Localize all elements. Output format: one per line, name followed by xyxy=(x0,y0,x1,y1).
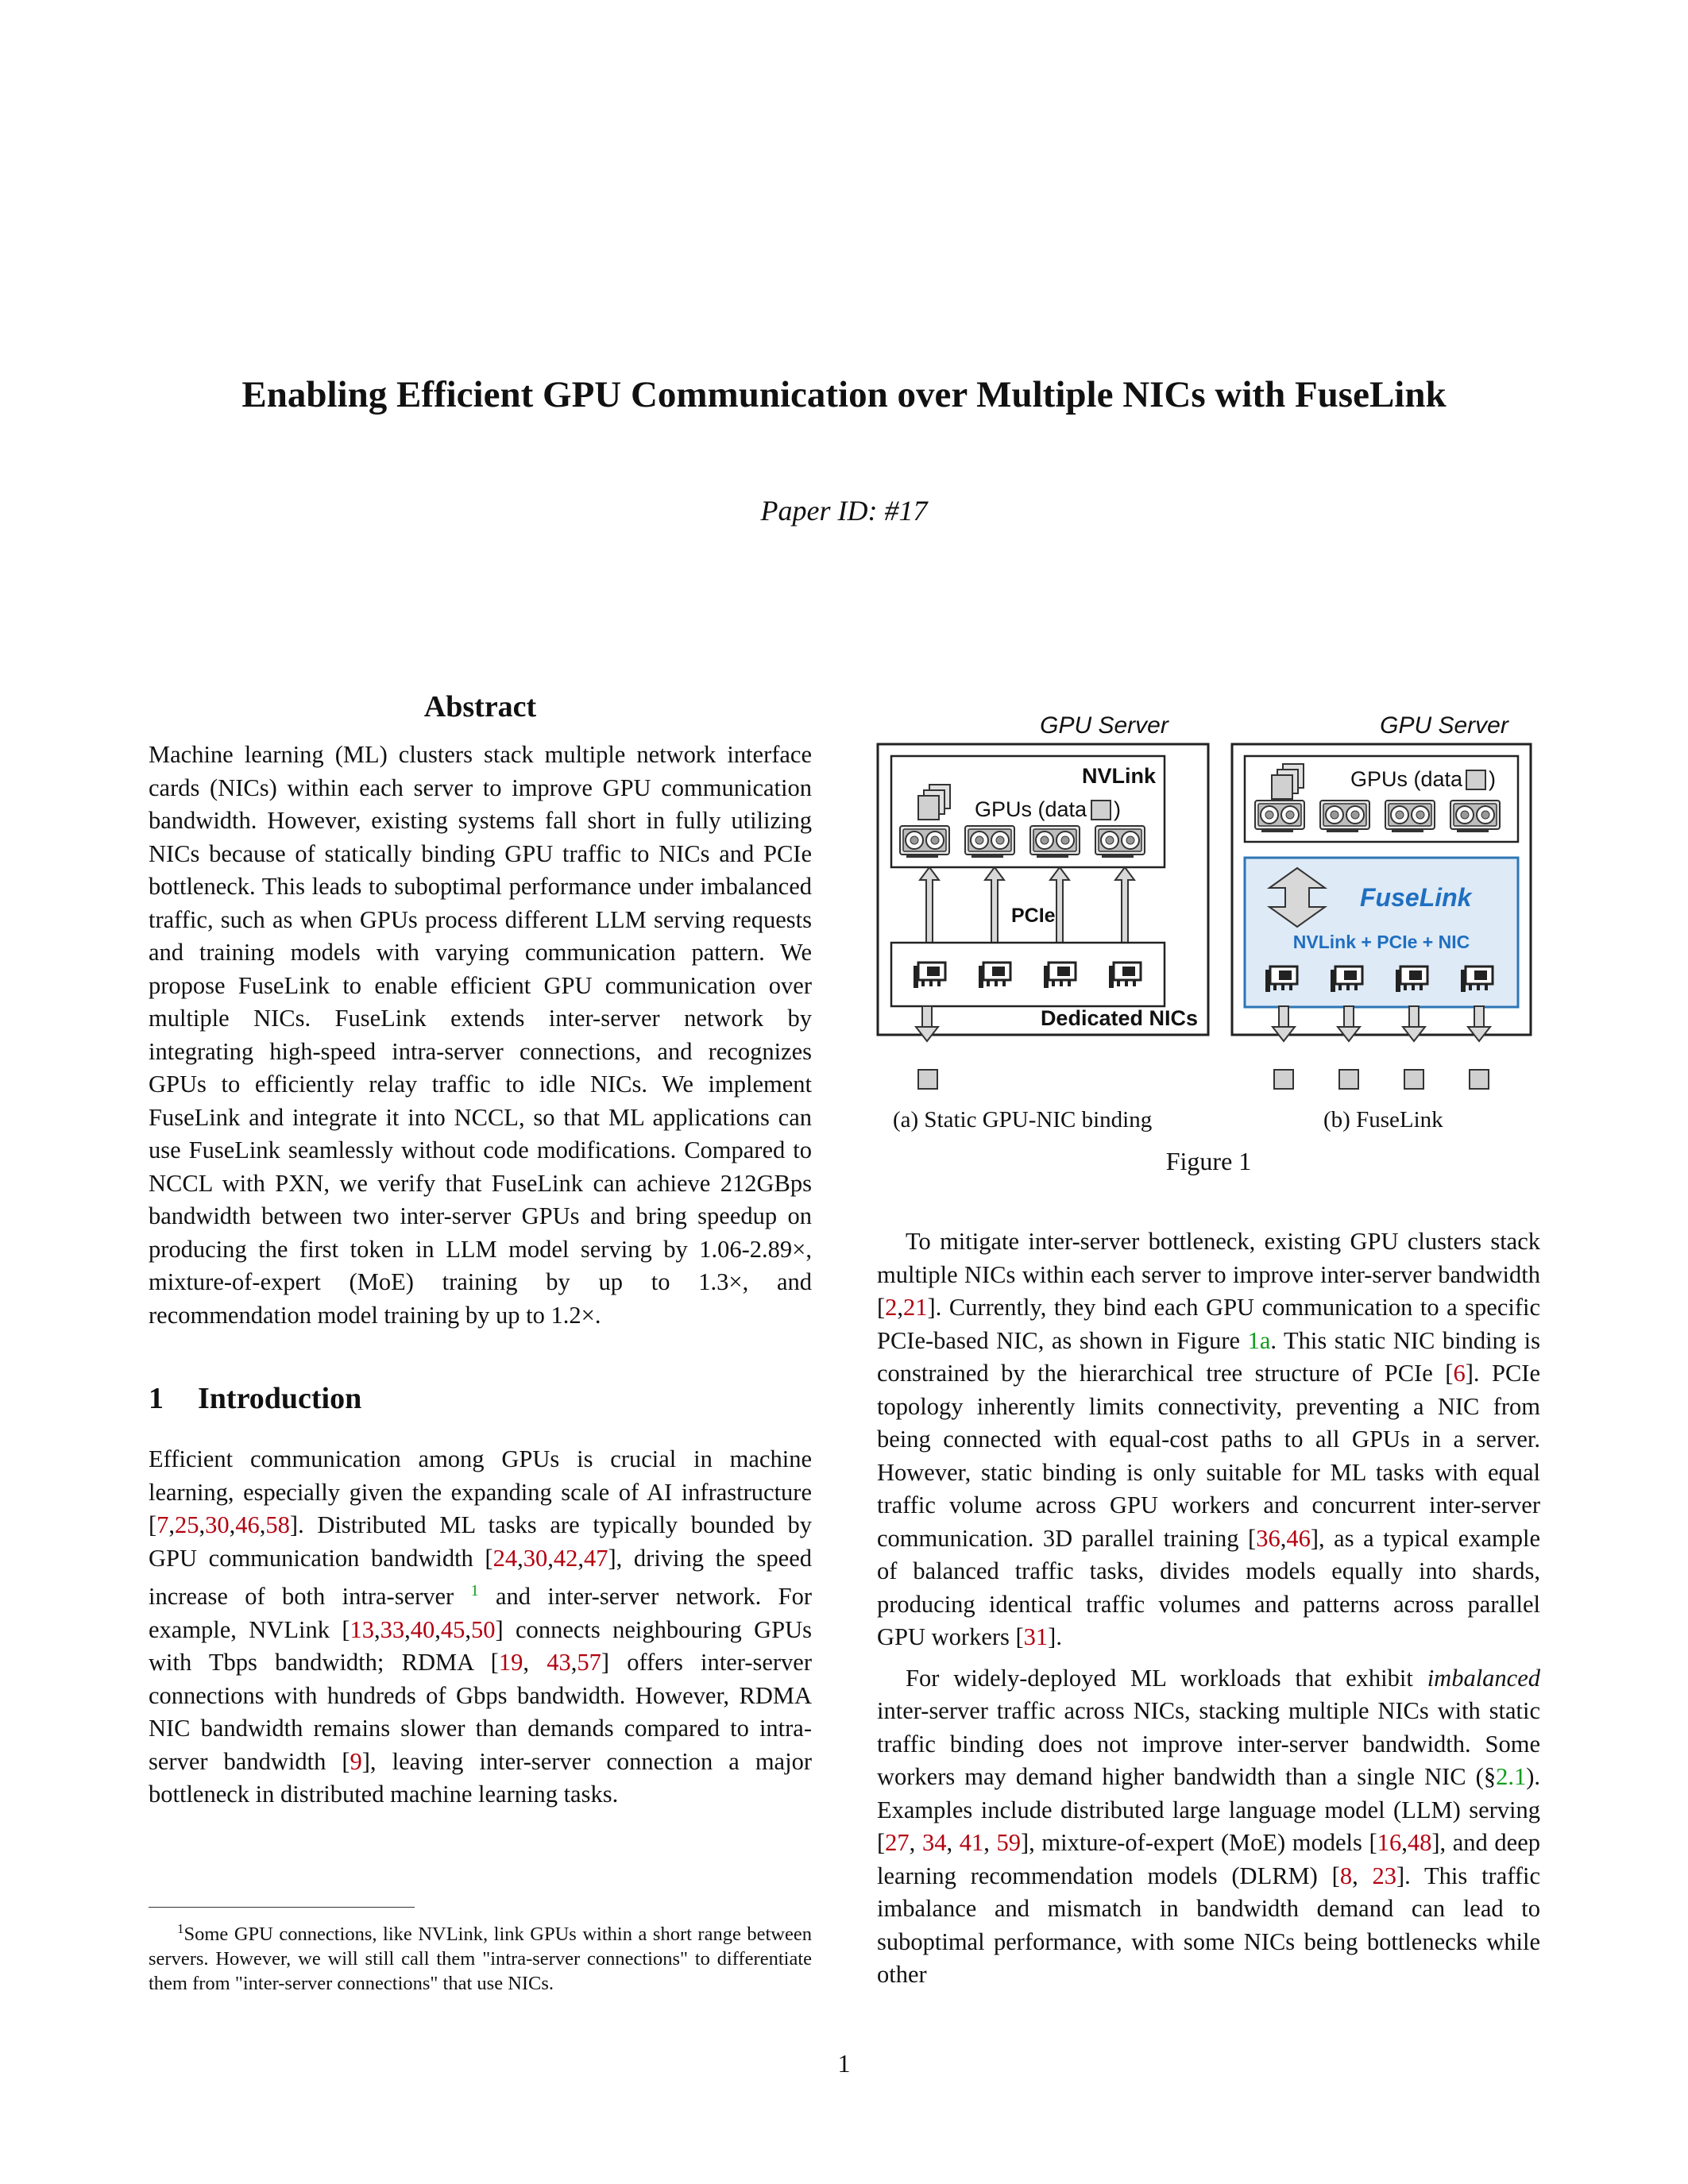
abstract-text: Machine learning (ML) clusters stack multiple network interface cards (NICs) within each server to improve GPU communication bandwidth. However, existing systems fall short in fully utilizing NICs because of statically binding GPU traffic to NICs and PCIe bottleneck. This leads to suboptimal performance under imbalanced traffic, such as when GPUs process different LLM serving requests and training models with varying communication pattern. We propose FuseLink to enable efficient GPU communication over multiple NICs. FuseLink extends inter-server network by integrating high-speed intra-server connections, and recognizes GPUs to efficiently relay traffic to idle NICs. We implement FuseLink and integrate it into NCCL, so that ML applications can use FuseLink seamlessly without code modifications. Compared to NCCL with PXN, we verify that FuseLink can achieve 212GBps bandwidth between two inter-server GPUs and bring speedup on producing the first token in LLM model serving by 1.06-2.89×, mixture-of-expert (MoE) training by up to 1.3×, and recommendation model training by up to 1.2×. xyxy=(149,741,812,1329)
citation-link[interactable]: 43 xyxy=(547,1649,571,1677)
citation-link[interactable]: 31 xyxy=(1023,1623,1049,1650)
gpu-card-icon xyxy=(1255,801,1304,832)
paper-title: Enabling Efficient GPU Communication over Multiple NICs with FuseLink xyxy=(241,374,1447,415)
data-square-icon xyxy=(1339,1070,1358,1089)
footnote xyxy=(149,1916,812,1996)
gpu-card-icon xyxy=(1320,801,1369,832)
citation-link[interactable]: 27 xyxy=(885,1829,910,1856)
citation-link[interactable]: 42 xyxy=(553,1544,578,1572)
citation-link[interactable]: 19 xyxy=(498,1649,523,1677)
text-run: ). Examples include distributed large language model (LLM) serving [ xyxy=(877,1763,1540,1856)
fuselink-combo-label: NVLink + PCIe + NIC xyxy=(1292,932,1470,952)
nic-card-icon xyxy=(979,963,1010,988)
text-run: inter-server traffic across NICs, stacking multiple NICs with static traffic binding does not improve inter-server bandwidth. Some workers may demand higher bandwidth than a single NIC (§ xyxy=(877,1697,1540,1790)
text-run: ]. Distributed ML tasks are typically bounded by GPU communication bandwidth [ xyxy=(149,1511,812,1572)
citation-link[interactable]: 30 xyxy=(205,1511,230,1538)
citation-link[interactable]: 21 xyxy=(903,1294,928,1321)
footnote-mark: 1 xyxy=(177,1921,184,1936)
citation-link[interactable]: 58 xyxy=(265,1511,290,1538)
citation-link[interactable]: 41 xyxy=(959,1829,984,1856)
citation-link[interactable]: 13 xyxy=(350,1615,374,1643)
text-run: ]. Currently, they bind each GPU communication to a specific PCIe-based NIC, as shown in Figure xyxy=(877,1294,1540,1354)
nvlink-label: NVLink xyxy=(1081,764,1156,788)
citation-link[interactable]: 33 xyxy=(380,1615,405,1643)
subfigure-caption-a: (a) Static GPU-NIC binding xyxy=(893,1107,1153,1133)
text-run: Efficient communication among GPUs is crucial in machine learning, especially given the expanding scale of AI infrastructure [ xyxy=(149,1445,812,1538)
data-square-icon xyxy=(1091,801,1111,820)
nic-card-icon xyxy=(1265,967,1297,992)
left-column xyxy=(149,689,812,1812)
data-square-icon xyxy=(1466,770,1485,789)
footnote-text: Some GPU connections, like NVLink, link GPUs within a short range between servers. However, we will still call them "intra-server connections" to differentiate them from "inter-server connections" that use NICs. xyxy=(149,1924,812,1995)
figure-link[interactable]: 1a xyxy=(1247,1326,1271,1354)
gpu-card-icon xyxy=(1450,801,1500,832)
citation-link[interactable]: 23 xyxy=(1372,1862,1396,1889)
citation-link[interactable]: 40 xyxy=(410,1615,435,1643)
paper-id: Paper ID: #17 xyxy=(760,495,928,527)
text-run: ], driving the speed increase of both intra-server xyxy=(149,1544,813,1611)
text-run: To mitigate inter-server bottleneck, existing GPU clusters stack multiple NICs within each server to improve inter-server bandwidth [ xyxy=(877,1228,1540,1321)
citation-link[interactable]: 16 xyxy=(1377,1829,1402,1856)
citation-link[interactable]: 34 xyxy=(921,1829,947,1856)
dedicated-nics-label: Dedicated NICs xyxy=(1040,1006,1198,1030)
text-run: ], leaving inter-server connection a major bottleneck in distributed machine learning tasks. xyxy=(149,1747,812,1808)
text-run: . This static NIC binding is constrained by the hierarchical tree structure of PCIe [ xyxy=(877,1326,1540,1387)
intro-paragraph-3: For widely-deployed ML workloads that exhibit imbalanced inter-server traffic across NICs, stacking multiple NICs with static traffic binding does not improve inter-server bandwidth. Some workers may demand higher bandwidth than a single NIC (§2.1). Examples include distributed large language model (LLM) serving [27, 34, 41, 59], mixture-of-expert (MoE) models [16,48], and deep learning recommendation models (DLRM) [8, 23]. This traffic imbalance and mismatch in bandwidth demand can lead to suboptimal performance, with some NICs being bottlenecks while other xyxy=(877,1664,1541,1988)
text-run: ], mixture-of-expert (MoE) models [ xyxy=(1020,1829,1377,1856)
citation-link[interactable]: 24 xyxy=(492,1544,518,1572)
right-column xyxy=(877,1225,1540,1992)
left-gpus-label: GPUs (data xyxy=(975,797,1087,821)
right-panel-title: GPU Server xyxy=(1380,712,1508,739)
citation-link[interactable]: 47 xyxy=(583,1544,608,1572)
citation-link[interactable]: 2 xyxy=(885,1294,898,1321)
gpu-card-icon xyxy=(900,826,949,858)
text-run: ]. This traffic imbalance and mismatch in bandwidth demand can lead to suboptimal performance, with some NICs being bottlenecks while other xyxy=(877,1862,1541,1988)
data-square-icon xyxy=(1470,1070,1489,1089)
citation-link[interactable]: 25 xyxy=(175,1511,199,1538)
citation-link[interactable]: 30 xyxy=(523,1544,548,1572)
nic-card-icon xyxy=(914,963,945,988)
right-gpus-label: GPUs (data xyxy=(1350,767,1463,791)
gpu-stack-icon xyxy=(1272,764,1304,799)
footnote-divider xyxy=(149,1907,415,1908)
footnote-marker-link[interactable]: 1 xyxy=(470,1582,479,1599)
citation-link[interactable]: 45 xyxy=(440,1615,465,1643)
nic-card-icon xyxy=(1461,967,1493,992)
emphasis-text: imbalanced xyxy=(1427,1664,1540,1692)
text-run: ]. xyxy=(1048,1623,1062,1650)
text-run: and inter-server network. For example, NVLink [ xyxy=(149,1583,813,1643)
gpu-card-icon xyxy=(1385,801,1435,832)
subfigure-caption-b: (b) FuseLink xyxy=(1323,1107,1443,1133)
citation-link[interactable]: 50 xyxy=(471,1615,496,1643)
pcie-label: PCIe xyxy=(1011,905,1056,927)
section-link[interactable]: 2.1 xyxy=(1496,1763,1527,1790)
citation-link[interactable]: 48 xyxy=(1407,1829,1432,1856)
nic-card-icon xyxy=(1044,963,1076,988)
citation-link[interactable]: 59 xyxy=(996,1829,1021,1856)
text-run: ] offers inter-server connections with hundreds of Gbps bandwidth. However, RDMA NIC bandwidth remains slower than demands compared to intra-server bandwidth [ xyxy=(149,1649,812,1775)
text-run: ], and deep learning recommendation models (DLRM) [ xyxy=(877,1829,1540,1889)
text-run: ] connects neighbouring GPUs with Tbps bandwidth; RDMA [ xyxy=(149,1615,813,1677)
citation-link[interactable]: 7 xyxy=(156,1511,169,1538)
section-heading-introduction xyxy=(149,1381,812,1416)
text-run: For widely-deployed ML workloads that exhibit xyxy=(906,1664,1427,1692)
figure-1 xyxy=(874,699,1549,1191)
gpu-card-icon xyxy=(1030,826,1080,858)
data-square-icon xyxy=(918,1070,937,1089)
citation-link[interactable]: 9 xyxy=(350,1747,362,1775)
right-gpus-close: ) xyxy=(1489,767,1496,791)
abstract-heading: Abstract xyxy=(423,690,537,723)
left-panel-title: GPU Server xyxy=(1040,712,1168,739)
nic-card-icon xyxy=(1396,967,1427,992)
nic-card-icon xyxy=(1109,963,1141,988)
gpu-card-icon xyxy=(965,826,1014,858)
data-square-icon xyxy=(1274,1070,1293,1089)
data-square-icon xyxy=(1404,1070,1423,1089)
section-number: 1 xyxy=(149,1382,164,1415)
gpu-card-icon xyxy=(1095,826,1145,858)
nic-card-icon xyxy=(1331,967,1362,992)
intro-paragraph-2: To mitigate inter-server bottleneck, existing GPU clusters stack multiple NICs within each server to improve inter-server bandwidth [2,21]. Currently, they bind each GPU communication to a specific PCIe-based NIC, as shown in Figure 1a. This static NIC binding is constrained by the hierarchical tree structure of PCIe [6]. PCIe topology inherently limits connectivity, preventing a NIC from being connected with equal-cost paths to all GPUs in a server. However, static binding is only suitable for ML tasks with equal traffic volume across GPU workers and concurrent inter-server communication. 3D parallel training [36,46], as a typical example of balanced traffic tasks, divides models equally into shards, producing identical traffic volumes and patterns across parallel GPU workers [31]. xyxy=(877,1228,1540,1650)
citation-link[interactable]: 46 xyxy=(1286,1524,1311,1552)
text-run: ], as a typical example of balanced traffic tasks, divides models equally into shards, producing identical traffic volumes and patterns across parallel GPU workers [ xyxy=(877,1524,1540,1650)
gpu-stack-icon xyxy=(918,785,950,820)
page-number: 1 xyxy=(837,2049,851,2078)
citation-link[interactable]: 6 xyxy=(1453,1360,1466,1387)
figure-1-diagram xyxy=(874,699,1549,1144)
section-title: Introduction xyxy=(198,1382,362,1415)
fuselink-label: FuseLink xyxy=(1360,883,1472,912)
citation-link[interactable]: 57 xyxy=(577,1649,601,1677)
citation-link[interactable]: 36 xyxy=(1256,1524,1280,1552)
text-run: ]. PCIe topology inherently limits connectivity, preventing a NIC from being connected with equal-cost paths to all GPUs in a server. However, static binding is only suitable for ML tasks with equal traffic volume across GPU workers and concurrent inter-server communication. 3D parallel training [ xyxy=(877,1360,1540,1552)
figure-caption: Figure 1 xyxy=(1165,1147,1252,1175)
left-gpus-close: ) xyxy=(1114,797,1121,821)
intro-paragraph-1: Efficient communication among GPUs is crucial in machine learning, especially given the expanding scale of AI infrastructure [7,25,30,46,58]. Distributed ML tasks are typically bounded by GPU communication bandwidth [24,30,42,47], driving the speed increase of both intra-server $^1$ and inter-server network. For example, NVLink [13,33,40,45,50] connects neighbouring GPUs with Tbps bandwidth; RDMA [19, 43,57] offers inter-server connections with hundreds of Gbps bandwidth. However, RDMA NIC bandwidth remains slower than demands compared to intra-server bandwidth [9], leaving inter-server connection a major bottleneck in distributed machine learning tasks. xyxy=(149,1445,813,1808)
citation-link[interactable]: 8 xyxy=(1339,1862,1353,1889)
citation-link[interactable]: 46 xyxy=(235,1511,260,1538)
